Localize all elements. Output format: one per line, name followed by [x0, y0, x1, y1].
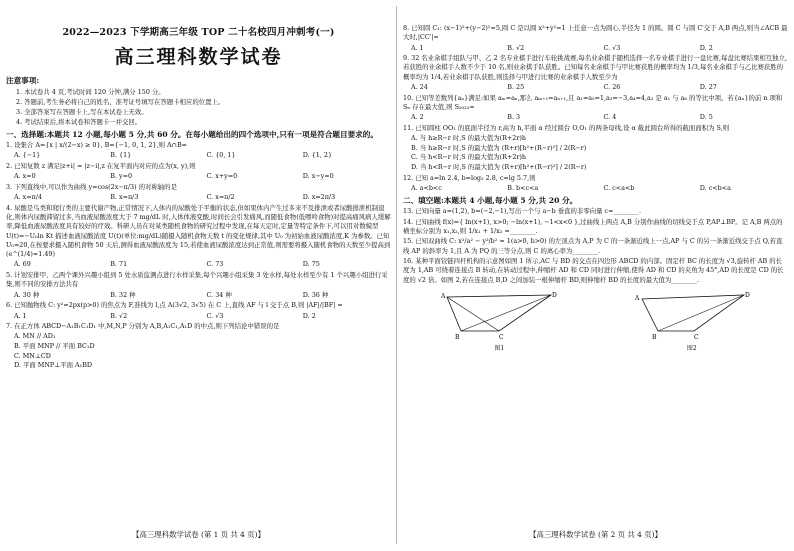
question-2: 2. 已知复数 z 满足|z+i| = |z−i|,z 在复平面内对应的点为(x, y),则: [6, 161, 196, 170]
note-item: 3. 全部答案写在答题卡上,写在本试卷上无效。: [16, 108, 148, 116]
option: A. {−1}: [14, 151, 41, 160]
question-5-options: [6, 291, 391, 301]
option: A. x=0: [14, 172, 36, 181]
question-12-options: [403, 184, 788, 194]
option: D. 36 种: [302, 290, 329, 299]
section-2-heading: 二、填空题:本题共 4 小题,每小题 5 分,共 20 分。: [403, 196, 578, 206]
option: C. MN⊥CD: [14, 351, 51, 360]
section-1-heading: 一、选择题:本题共 12 小题,每小题 5 分,共 60 分。在每小题给出的四个选项中,只有一项是符合题目要求的。: [6, 130, 378, 139]
option: C. {0, 1}: [206, 151, 236, 160]
figure-1: [439, 289, 559, 352]
option: C. √3: [206, 311, 224, 320]
question-1-options: [6, 151, 391, 161]
option: D. 5: [699, 113, 713, 122]
option: D. 当 h<R−r 时,S 的最大值为 (R+r)[h²+(R−r)²] / 2(R−r): [411, 162, 587, 171]
question-1: 1. 设集合 A={x | x/(2−x) ≥ 0}, B={−1, 0, 1, 2},则 A∩B=: [6, 141, 188, 149]
figure-2-diagram: [632, 289, 752, 341]
point-label-b: B: [651, 333, 657, 341]
option: C. c<a<b: [603, 183, 635, 192]
option: A. 24: [411, 83, 428, 92]
exam-header: 2022—2023 下学期高三年级 TOP 二十名校四月冲刺考(一): [62, 27, 335, 38]
option: D. x=2π/3: [302, 193, 336, 202]
note-item: 2. 答题前,考生务必将自己的姓名、准考证号填写在答题卡相应的位置上。: [16, 98, 225, 106]
figure-2-caption: 图2: [686, 344, 697, 352]
question-4: 4. 尿酸是鸟类和爬行类的主要代谢产物,正常情况下,人体内的尿酸处于平衡的状态,但如果体内产生过多来不及排泄或者尿酸排泄机制退化,则体内尿酸滞留过多,当血液尿酸浓度大于 7 mg/dL 时,人体体液变酸,时间长会引发痛风,而随低食物(低嘌呤食物)对提高痛风病人缓解率,降低血液尿酸浓度具有较好的疗效。科研人员在对某类随机食物的研究过程中发现,在每天定时,定量等特定条件下,可以用对数模型 U(t)=−U₀ln Kt 描述血液尿酸浓度 U(t)(单位:mg/dL)随摄入随机食物天数 t 的变化规律,其中 U₀ 为初始血液尿酸浓度,K 为参数。已知 U₀=20,在按要求摄入随机食物 50 天后,测得血液尿酸浓度为 15,若使血液尿酸浓度达到正常值,则需要将摄入随机食物的天数至少提高到(e^(1/4)≈1.49): [6, 203, 391, 259]
option: C. √3: [603, 43, 621, 52]
option: D. x−y=0: [302, 172, 334, 181]
point-label-d: D: [552, 291, 558, 299]
question-5: 5. 计划安排甲、乙两个课外兴趣小组到 5 处水质监测点进行水样采集,每个兴趣小组采集 3 处水样,每处水样至少有 1 个兴趣小组进行采集,则不同的安排方法共有: [6, 271, 388, 289]
option: D. 2: [699, 43, 713, 52]
option: C. x+y=0: [206, 172, 238, 181]
option: C. 26: [603, 83, 621, 92]
figure-1-caption: 图1: [494, 344, 505, 352]
question-11-options: [403, 134, 788, 172]
option: D. c<b<a: [699, 183, 731, 192]
page-footer: 【高三理科数学试卷 (第 1 页 共 4 页)】: [132, 530, 265, 539]
question-7-options: [6, 332, 391, 370]
option: B. x=π/3: [110, 193, 139, 202]
option: C. 34 种: [206, 290, 232, 299]
question-4-options: [6, 260, 391, 270]
option: C. 4: [603, 113, 617, 122]
question-6-options: [6, 312, 391, 322]
option: D. 平面 MNP⊥平面 A₁BD: [14, 361, 93, 370]
question-12: 12. 已知 a=ln 2.4, b=log₂ 2.8, c=lg 5.7,则: [403, 173, 536, 182]
notes-list: [6, 87, 391, 127]
notes-title: 注意事项:: [6, 76, 40, 85]
option: B. 当 h≥R−r 时,S 的最大值为 (R+r)[h²+(R−r)²] / 2(R−r): [411, 143, 587, 152]
option: A. 69: [14, 260, 31, 269]
question-14: 14. 已知曲线 f(x)={ ln(x+1), x>0; −ln(x+1), −1<x<0 },过曲线上两点 A,B 分别作曲线的切线交于点 P,AP⊥BP。记 A,B 两点的横坐标分别为 x₁,x₂,则 1/x₁ + 1/x₂ =________.: [403, 217, 783, 236]
option: D. 2: [302, 311, 316, 320]
page-divider: [396, 6, 397, 544]
question-10-options: [403, 113, 788, 123]
option: C. x=π/2: [206, 193, 235, 202]
option: A. 1: [411, 43, 424, 52]
question-9-options: [403, 83, 788, 93]
option: B. √2: [507, 43, 525, 52]
page-left: [6, 6, 391, 544]
note-item: 1. 本试卷共 4 页,考试时间 120 分钟,满分 150 分。: [16, 88, 165, 96]
question-6: 6. 已知抛物线 C: y²=2px(p>0) 的焦点为 F,准线为 l,点 A(3√2, 3√5) 在 C 上,直线 AF 与 l 交于点 B,则 |AF|/|BF| =: [6, 301, 343, 310]
question-10: 10. 已知等差数列{aₙ}满足:如果 aₘ=aₙ,那么 aₘ₊₁=aₙ₊₁,且 a₁=a₅=1,a₃=−3,a₄=4,a₂ 是 a₁ 与 a₆ 的等比中项。若{aₙ}的前 n 项和 Sₙ 存在最大值,则 S₂₀₂₃=: [403, 93, 783, 111]
question-9: 9. 32 名业余棋手组队与甲、乙 2 名专业棋手进行车轮挑战赛,每名业余棋手随机选择一名专业棋手进行一盘比赛,每盘比赛结果相互独立,若获胜的业余棋手人数不少于 10 名,则业余棋手队获胜。已知每名业余棋手与甲比赛获胜的概率均为 1/3,每名业余棋手与乙比赛获胜的概率均为 1/4,若业余棋手队获胜,则选择与甲进行比赛的业余棋手人数至少为: [403, 54, 787, 81]
question-7: 7. 在正方体 ABCD−A₁B₁C₁D₁ 中,M,N,P 分别为 A,B,A₁C₁,A₁D 的中点,则下列结论中错误的是: [6, 322, 280, 331]
option: D. {1, 2}: [302, 151, 333, 160]
figure-1-diagram: [439, 289, 559, 341]
option: B. 3: [507, 113, 521, 122]
option: B. 71: [110, 260, 128, 269]
figure-2: [632, 289, 752, 352]
point-label-c: C: [693, 333, 699, 341]
option: A. 当 h≥R−r 时,S 的最大值为(R+2r)h: [411, 134, 526, 143]
option: B. √2: [110, 311, 128, 320]
option: B. 25: [507, 83, 525, 92]
question-16: 16. 某种平面铰链四杆机构的示意图如图 1 所示,AC 与 BD 的交点在四边形 ABCD 的内部。固定杆 BC 的长度为 √3,旋转杆 AB 的长度为 1,AB 可绕着连接点 B 转动,在转动过程中,伸缩杆 AD 和 CD 同时进行伸缩,使得 AD 和 CD 的夹角为 45°,AD 的长度是 CD 的长度的 √2 倍。如图 2,若在连接点 B,D 之间加装一根伸缩杆 BD,则伸缩杆 BD 的长度的最大值为________.: [403, 256, 784, 284]
question-8-options: [403, 44, 788, 54]
point-label-b: B: [455, 333, 460, 341]
option: A. x=π/4: [14, 193, 43, 202]
option: D. 75: [302, 260, 320, 269]
page-footer: 【高三理科数学试卷 (第 2 页 共 4 页)】: [529, 530, 662, 539]
question-15: 15. 已知双曲线 C: x²/a² − y²/b² = 1(a>0, b>0) 的左顶点为 A,P 为 C 的一条渐近线上一点,AP 与 C 的另一条渐近线交于点 Q,若直线 AP 的斜率为 1,且 A 为 PQ 的三等分点,则 C 的离心率为________.: [403, 237, 783, 255]
point-label-a: A: [634, 294, 640, 302]
question-8: 8. 已知圆 C₁: (x−1)²+(y−2)²=5,圆 C 是以圆 x²+y²=1 上任意一点为圆心,半径为 1 的圆。圆 C 与圆 C′交于 A,B 两点,则当∠ACB 最大时,|CC′|=: [403, 24, 788, 42]
point-label-d: D: [744, 291, 750, 299]
option: D. 27: [699, 83, 717, 92]
option: B. {1}: [110, 151, 132, 160]
point-label-c: C: [499, 333, 504, 341]
option: A. 30 种: [14, 290, 40, 299]
option: A. 1: [14, 311, 27, 320]
page-right: [403, 6, 788, 544]
option: B. 平面 MNP // 平面 BC₁D: [14, 342, 95, 351]
question-13: 13. 已知向量 a=(1,2), b=(−2,−1),写出一个与 a−b 垂直的非零向量 c=________.: [403, 207, 642, 216]
option: B. 32 种: [110, 290, 136, 299]
option: A. 2: [411, 113, 424, 122]
option: A. MN // AD₁: [14, 332, 56, 341]
question-11: 11. 已知圆柱 OO₁ 的底面半径为 r,高为 h,平面 α 经过圆台 O,O₁ 的两条母线,设 α 截此圆台所得的截面面积为 S,则: [403, 123, 730, 132]
option: C. 当 h<R−r 时,S 的最大值为(R+2r)h: [411, 153, 527, 162]
point-label-a: A: [441, 292, 446, 300]
option: C. 73: [206, 260, 224, 269]
note-item: 4. 考试结束后,将本试卷和答题卡一并交回。: [16, 118, 142, 126]
question-3: 3. 下列直线中,可以作为曲线 y=cos(2x−π/3) 的对称轴的是: [6, 182, 177, 191]
question-3-options: [6, 193, 391, 203]
option: A. a<b<c: [411, 183, 442, 192]
option: B. y=0: [110, 172, 133, 181]
question-2-options: [6, 172, 391, 182]
figures: [403, 289, 788, 352]
page-title: 高三理科数学试卷: [114, 46, 283, 68]
option: B. b<c<a: [507, 183, 539, 192]
